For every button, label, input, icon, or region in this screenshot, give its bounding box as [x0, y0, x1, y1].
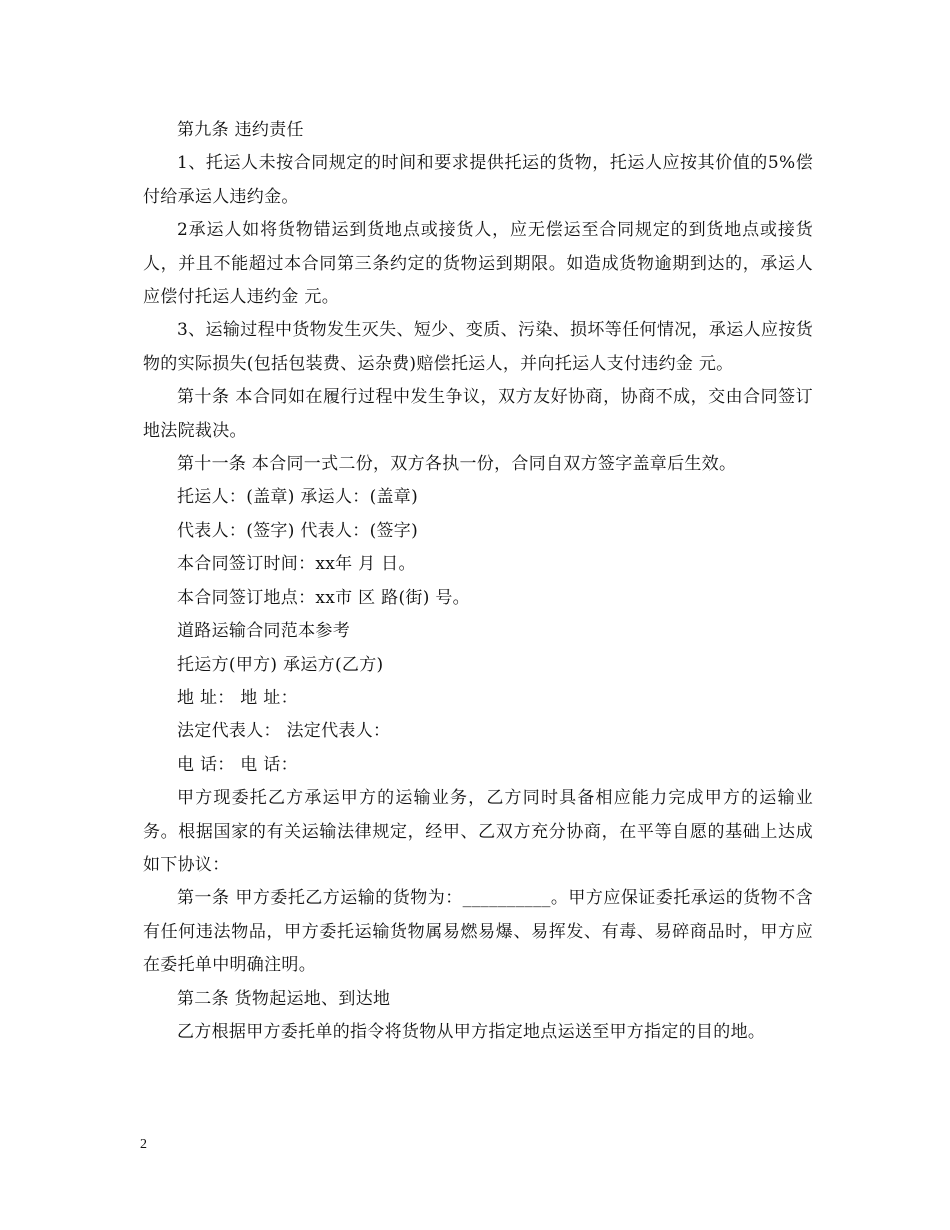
- contract-template-title: 道路运输合同范本参考: [177, 621, 350, 642]
- article-11: 第十一条 本合同一式二份，双方各执一份，合同自双方签字盖章后生效。: [177, 454, 737, 475]
- article-9-clause-1: 1、托运人未按合同规定的时间和要求提供托运的货物，托运人应按其价值的5%偿付给承运人违约金。: [143, 153, 813, 207]
- signing-date-line: 本合同签订时间：xx年 月 日。: [177, 554, 416, 575]
- address-line: 地 址： 地 址：: [177, 687, 298, 708]
- article-2-heading: 第二条 货物起运地、到达地: [177, 988, 391, 1009]
- document-body: [143, 114, 813, 1049]
- signing-place-line: 本合同签订地点：xx市 区 路(街) 号。: [177, 587, 470, 608]
- article-2-body: 乙方根据甲方委托单的指令将货物从甲方指定地点运送至甲方指定的目的地。: [177, 1021, 766, 1042]
- legal-representative-line: 法定代表人： 法定代表人：: [177, 721, 391, 742]
- shipper-carrier-seal-line: 托运人：(盖章) 承运人：(盖章): [177, 487, 419, 508]
- article-9-clause-2: 2承运人如将货物错运到货地点或接货人，应无偿运至合同规定的到货地点或接货人，并且不能超过本合同第三条约定的货物运到期限。如造成货物逾期到达的，承运人应偿付托运人违约金 元。: [143, 220, 813, 308]
- article-9-clause-3: 3、运输过程中货物发生灭失、短少、变质、污染、损坏等任何情况，承运人应按货物的实际损失(包括包装费、运杂费)赔偿托运人，并向托运人支付违约金 元。: [143, 320, 813, 374]
- article-10: 第十条 本合同如在履行过程中发生争议，双方友好协商，协商不成，交由合同签订地法院裁决。: [143, 387, 813, 441]
- parties-line: 托运方(甲方) 承运方(乙方): [177, 654, 384, 675]
- page-number: 2: [140, 1137, 147, 1152]
- phone-line: 电 话： 电 话：: [177, 754, 298, 775]
- article-1: 第一条 甲方委托乙方运输的货物为：__________。甲方应保证委托承运的货物不含有任何违法物品，甲方委托运输货物属易燃易爆、易挥发、有毒、易碎商品时，甲方应在委托单中明确注明。: [143, 888, 813, 976]
- article-9-heading: 第九条 违约责任: [177, 120, 304, 140]
- representative-signature-line: 代表人：(签字) 代表人：(签字): [177, 520, 419, 541]
- agreement-preamble: 甲方现委托乙方承运甲方的运输业务，乙方同时具备相应能力完成甲方的运输业务。根据国家的有关运输法律规定，经甲、乙双方充分协商，在平等自愿的基础上达成如下协议：: [143, 788, 813, 875]
